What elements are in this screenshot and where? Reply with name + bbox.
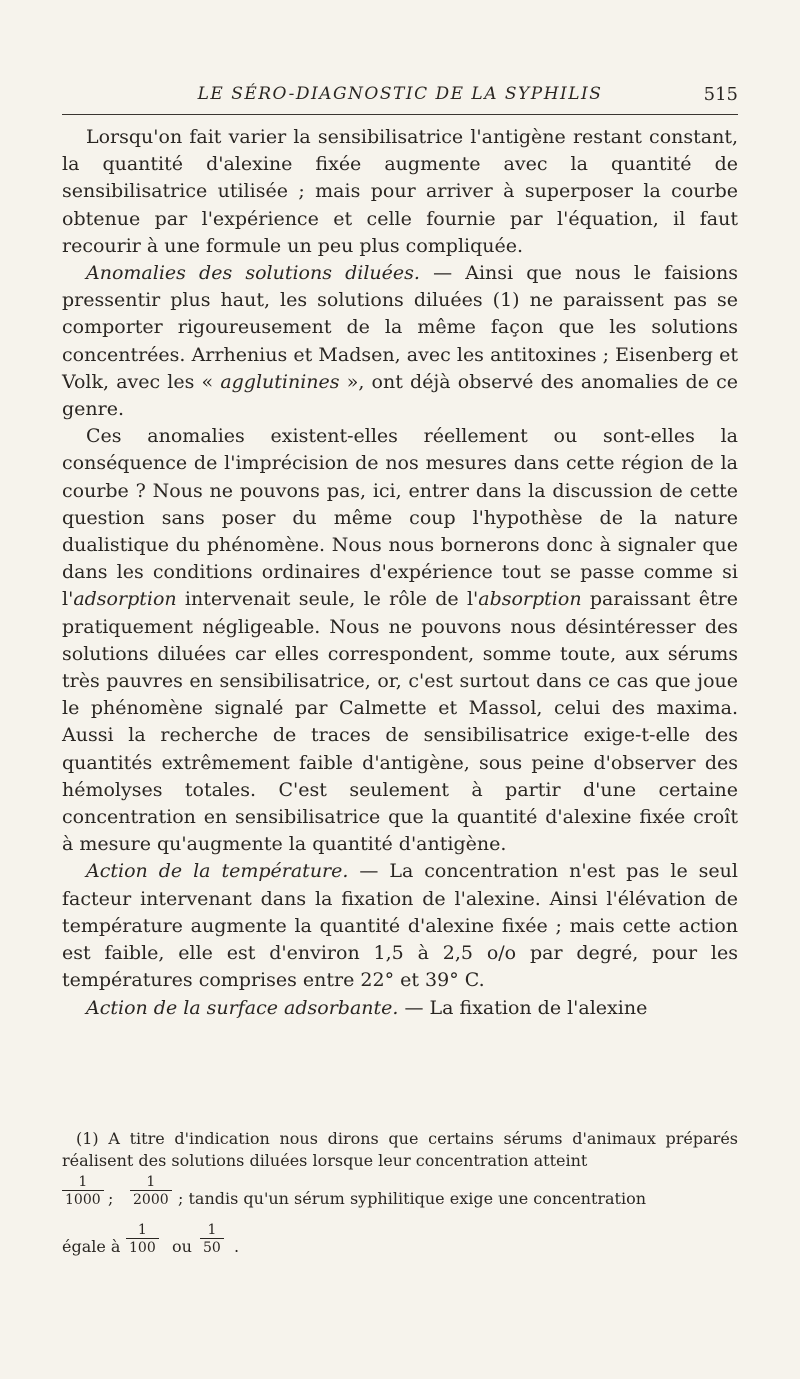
paragraph-temperature: Action de la température. — La concentration n'est pas le seul facteur intervenant dans la fixation de l'alexine. Ainsi l'élévation de température augmente la quantité d'alexine fixée ; mais cette action est faible, elle est d'environ 1,5 à 2,5 o/o par degré, pour les températures comprises entre 22° et 39° C.: [62, 860, 738, 992]
page-header: [62, 84, 738, 115]
body-text: [62, 124, 738, 1022]
footnote-fraction-line-2: égale à $\frac{1}{100}$ ou $\frac{1}{50}$ .: [62, 1222, 240, 1256]
section-heading-anomalies: Anomalies des solutions diluées.: [86, 262, 420, 285]
paragraph-surface: Action de la surface adsorbante. — La fixation de l'alexine: [86, 996, 648, 1019]
fraction-1-1000: $\frac{1}{1000}$: [62, 1174, 104, 1209]
footnote-fraction-line-1: $\frac{1}{1000}$ ; $\frac{1}{2000}$ ; tandis qu'un sérum syphilitique exige une concentration: [62, 1174, 738, 1218]
section-heading-surface: Action de la surface adsorbante.: [86, 996, 399, 1019]
paragraph-3: Ces anomalies existent-elles réellement ou sont-elles la conséquence de l'imprécision de nos mesures dans cette région de la courbe ? Nous ne pouvons pas, ici, entrer dans la discussion de cette question sans poser du même coup l'hypothèse de la nature dualistique du phénomène. Nous nous bornerons donc à signaler que dans les conditions ordinaires d'expérience tout se passe comme si l'adsorption intervenait seule, le rôle de l'absorption paraissant être pratiquement négligeable. Nous ne pouvons nous désintéresser des solutions diluées car elles correspondent, somme toute, aux sérums très pauvres en sensibilisatrice, or, c'est surtout dans ce cas que joue le phénomène signalé par Calmette et Massol, celui des maxima. Aussi la recherche de traces de sensibilisatrice exige-t-elle des quantités extrêmement faible d'antigène, sous peine d'observer des hémolyses totales. C'est seulement à partir d'une certaine concentration en sensibilisatrice que la quantité d'alexine fixée croît à mesure qu'augmente la quantité d'antigène.: [62, 425, 738, 856]
section-heading-temperature: Action de la température.: [86, 860, 349, 883]
fraction-1-2000: $\frac{1}{2000}$: [130, 1174, 172, 1209]
footnote: [62, 1128, 738, 1266]
paragraph-anomalies: Anomalies des solutions diluées. — Ainsi que nous le faisions pressentir plus haut, les solutions diluées (1) ne paraissent pas se comporter rigoureusement de la même façon que les solutions concentrées. Arrhenius et Madsen, avec les antitoxines ; Eisenberg et Volk, avec les « agglutinines », ont déjà observé des anomalies de ce genre.: [62, 262, 738, 421]
running-title: LE SÉRO-DIAGNOSTIC DE LA SYPHILIS: [197, 84, 603, 104]
page-number: 515: [703, 84, 738, 105]
fraction-1-50: $\frac{1}{50}$: [200, 1222, 224, 1257]
paragraph-1: Lorsqu'on fait varier la sensibilisatrice l'antigène restant constant, la quantité d'alexine fixée augmente avec la quantité de sensibilisatrice utilisée ; mais pour arriver à superposer la courbe obtenue par l'expérience et celle fournie par l'équation, il faut recourir à une formule un peu plus compliquée.: [62, 126, 738, 257]
footnote-text: (1) A titre d'indication nous dirons que certains sérums d'animaux préparés réalisent des solutions diluées lorsque leur concentration atteint: [62, 1129, 738, 1170]
fraction-1-100: $\frac{1}{100}$: [126, 1222, 159, 1257]
